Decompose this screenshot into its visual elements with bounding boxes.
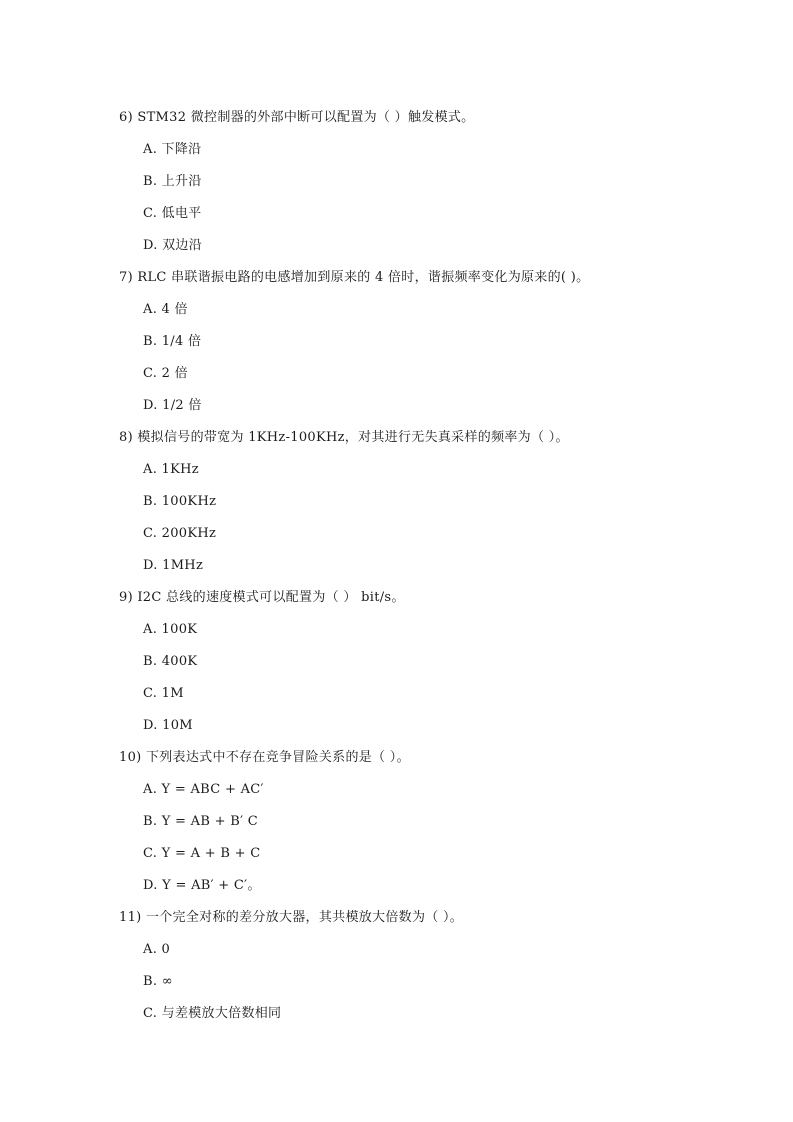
question-6-option-a: A. 下降沿 (143, 142, 202, 157)
question-9-option-b: B. 400K (143, 654, 198, 669)
question-10-stem: 10) 下列表达式中不存在竞争冒险关系的是（ ）。 (119, 750, 410, 765)
question-8-option-c: C. 200KHz (143, 526, 217, 541)
question-10-option-c: C. Y = A + B + C (143, 846, 261, 861)
question-10-option-b: B. Y = AB + B′ C (143, 814, 259, 829)
question-10-option-d: D. Y = AB′ + C′。 (143, 878, 261, 893)
question-7-option-c: C. 2 倍 (143, 366, 188, 381)
question-8-option-d: D. 1MHz (143, 558, 204, 573)
question-6-option-b: B. 上升沿 (143, 174, 202, 189)
question-10-option-a: A. Y = ABC + AC′ (143, 782, 264, 797)
question-7-option-d: D. 1/2 倍 (143, 398, 202, 413)
question-7-option-a: A. 4 倍 (143, 302, 188, 317)
question-6-stem: 6) STM32 微控制器的外部中断可以配置为（ ）触发模式。 (119, 110, 475, 125)
question-6-option-d: D. 双边沿 (143, 238, 203, 253)
question-6-option-c: C. 低电平 (143, 206, 202, 221)
question-8-option-b: B. 100KHz (143, 494, 217, 509)
question-9-option-a: A. 100K (143, 622, 198, 637)
question-11-option-c: C. 与差模放大倍数相同 (143, 1006, 282, 1021)
question-9-stem: 9) I2C 总线的速度模式可以配置为（ ） bit/s。 (119, 590, 405, 605)
question-7-option-b: B. 1/4 倍 (143, 334, 202, 349)
question-11-option-b: B. ∞ (143, 974, 173, 989)
question-9-option-d: D. 10M (143, 718, 193, 733)
question-8-option-a: A. 1KHz (143, 462, 199, 477)
question-9-option-c: C. 1M (143, 686, 184, 701)
question-8-stem: 8) 模拟信号的带宽为 1KHz-100KHz，对其进行无失真采样的频率为（ ）。 (119, 430, 569, 445)
question-11-stem: 11) 一个完全对称的差分放大器，其共模放大倍数为（ ）。 (119, 910, 464, 925)
question-7-stem: 7) RLC 串联谐振电路的电感增加到原来的 4 倍时，谐振频率变化为原来的( )。 (119, 270, 590, 285)
question-11-option-a: A. 0 (143, 942, 171, 957)
